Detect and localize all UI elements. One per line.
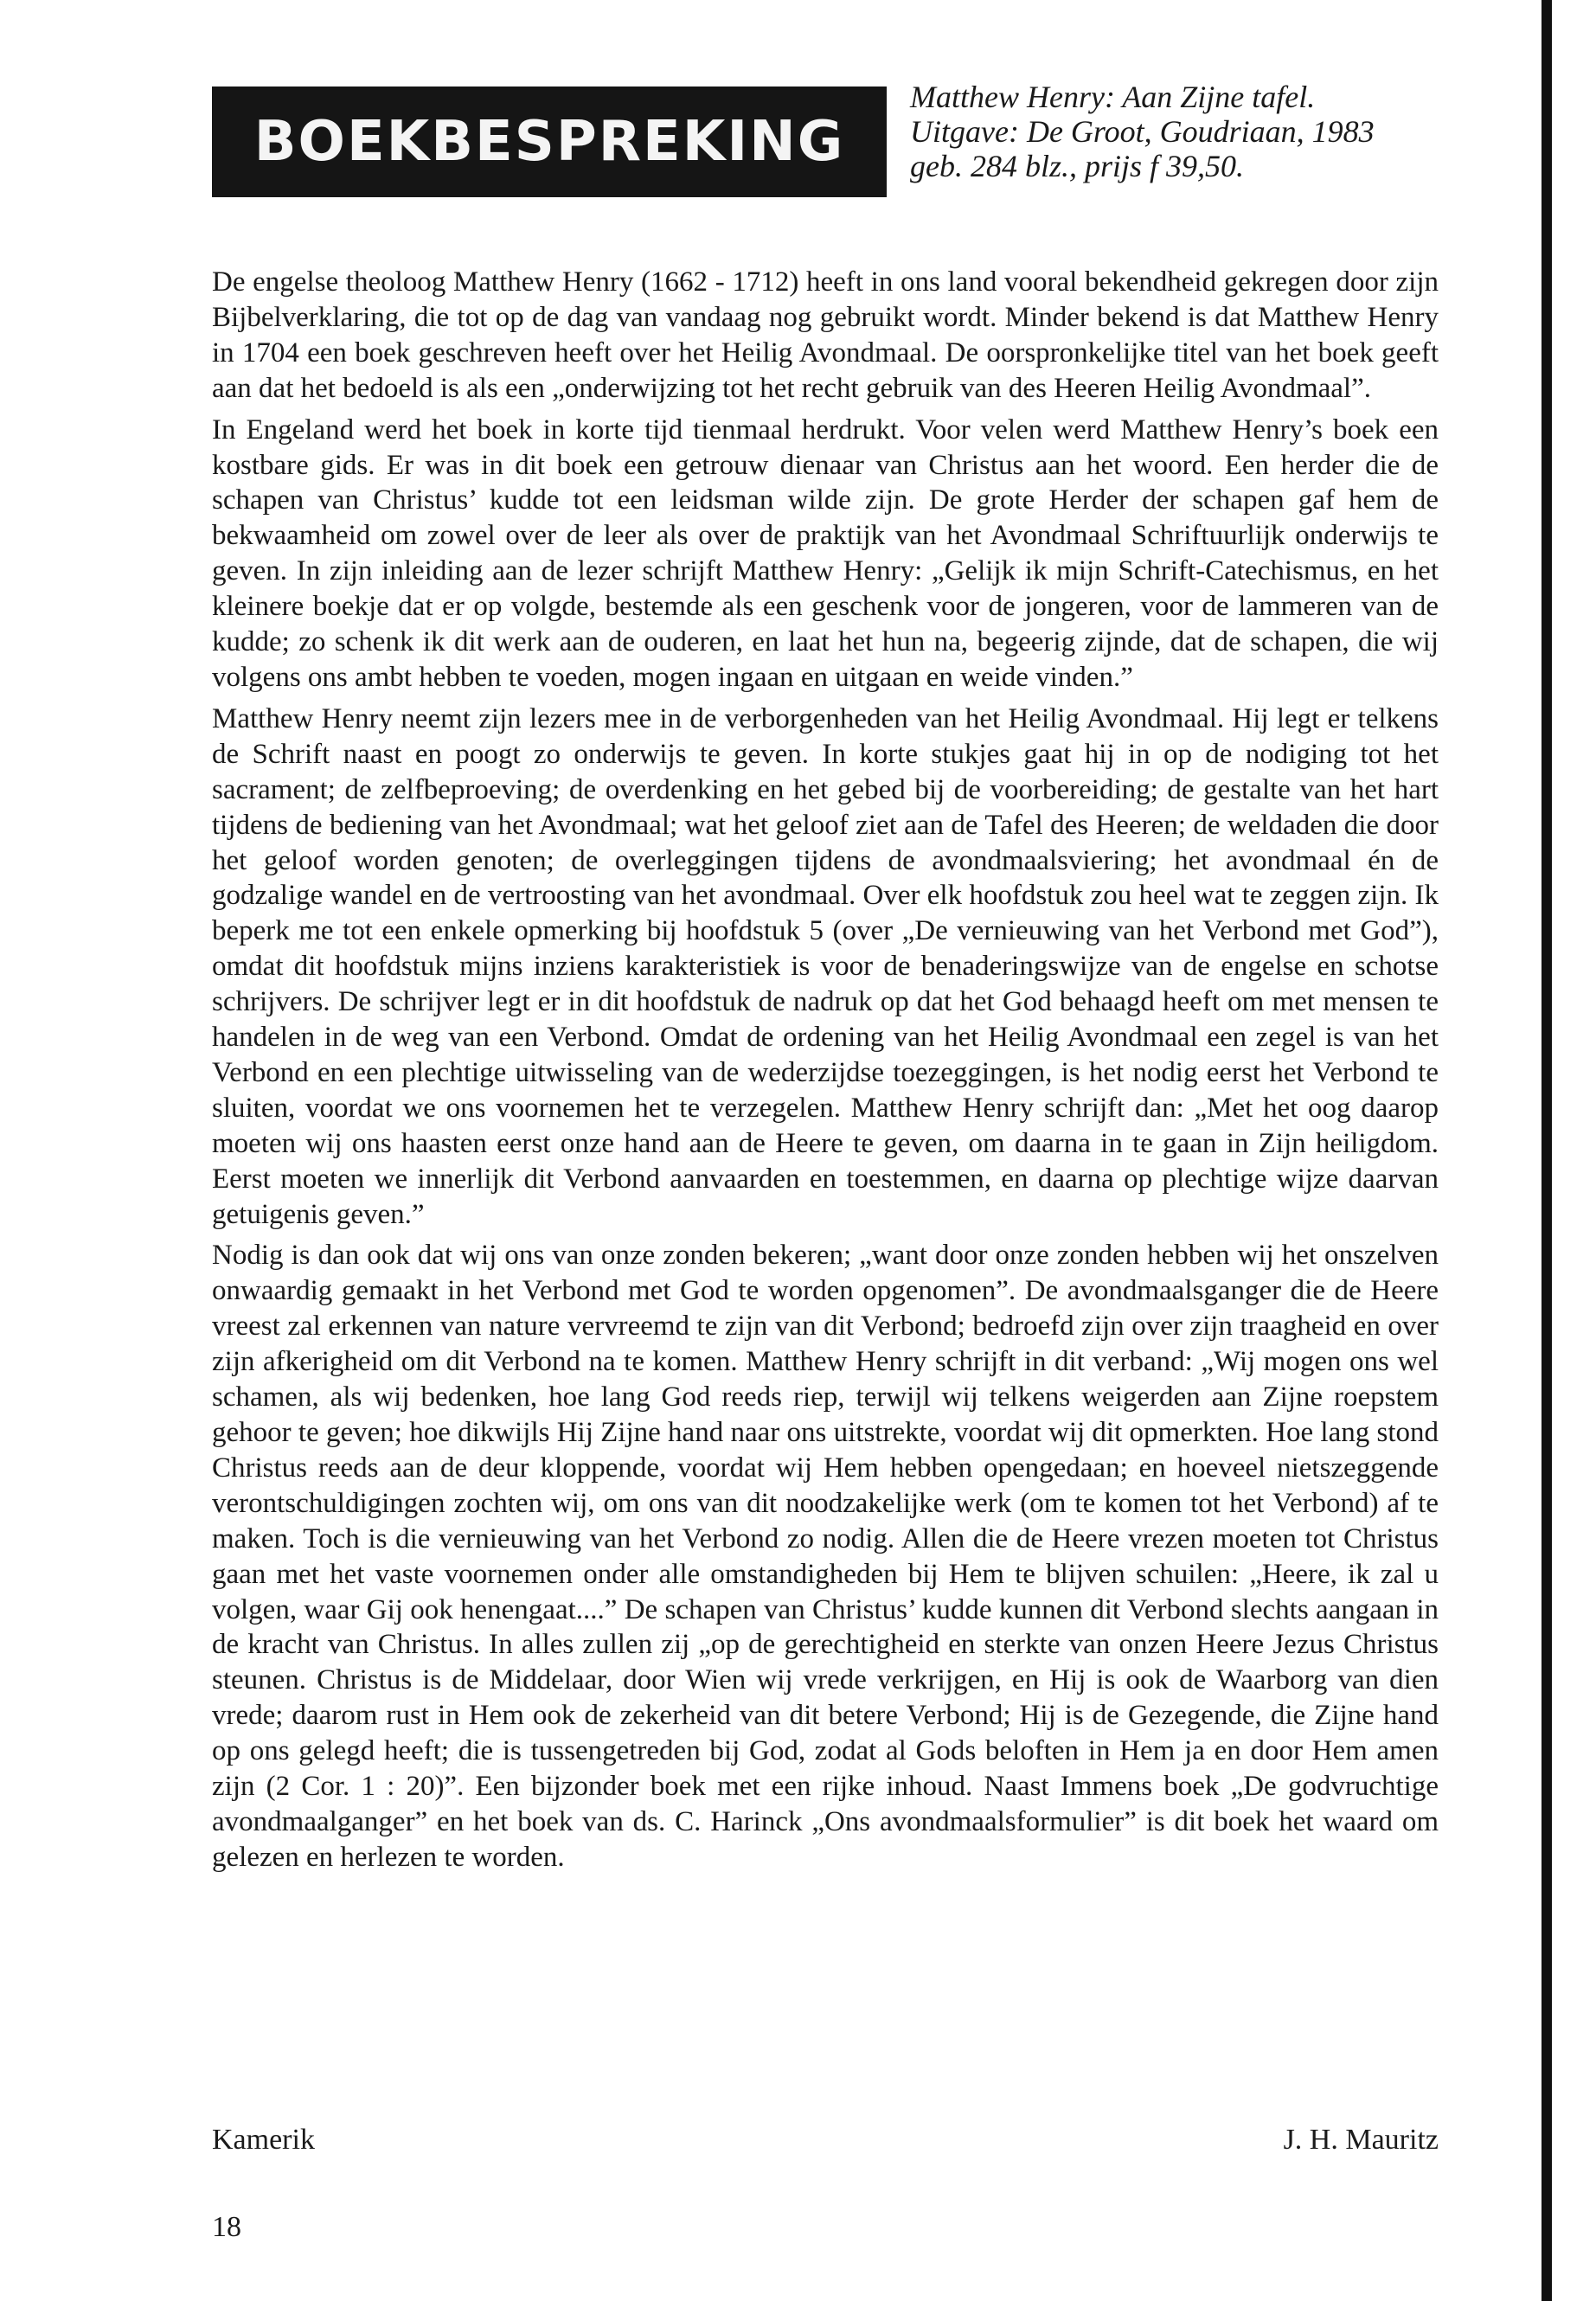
book-publisher: Uitgave: De Groot, Goudriaan, 1983 [910,114,1375,149]
section-banner [212,87,887,197]
review-body [212,265,1439,1881]
paragraph: Matthew Henry neemt zijn lezers mee in de verborgenheden van het Heilig Avondmaal. Hij legt er telkens de Schrift naast en poogt zo onderwijs te geven. In korte stukjes gaat hij in op de nodiging tot het sacrament; de zelfbeproeving; de overdenking en het gebed bij de voorbereiding; de gestalte van het hart tijdens de bediening van het Avondmaal; wat het geloof ziet aan de Tafel des Heeren; de weldaden die door het geloof worden genoten; de overleggingen tijdens de avondmaalsviering; het avondmaal én de godzalige wandel en de vertroosting van het avondmaal. Over elk hoofdstuk zou heel wat te zeggen zijn. Ik beperk me tot een enkele opmerking bij hoofdstuk 5 (over „De vernieuwing van het Verbond met God”), omdat dit hoofdstuk mijns inziens karakteristiek is voor de benaderingswijze van de engelse en schotse schrijvers. De schrijver legt er in dit hoofdstuk de nadruk op dat het God behaagd heeft om met mensen te handelen in de weg van een Verbond. Omdat de ordening van het Heilig Avondmaal een zegel is van het Verbond en een plechtige uitwisseling van de wederzijdse toezeggingen, is het nodig eerst het Verbond te sluiten, voordat we ons voornemen het te verzegelen. Matthew Henry schrijft dan: „Met het oog daarop moeten wij ons haasten eerst onze hand aan de Heere te geven, om daarna in te gaan in Zijn heiligdom. Eerst moeten we innerlijk dit Verbond aanvaarden en toestemmen, en daarna op plechtige wijze daarvan getuigenis geven.” [212,702,1439,1230]
reviewer-place: Kamerik [212,2124,315,2156]
paragraph: De engelse theoloog Matthew Henry (1662 - 1712) heeft in ons land vooral bekendheid gekregen door zijn Bijbelverklaring, die tot op de dag van vandaag nog gebruikt wordt. Minder bekend is dat Matthew Henry in 1704 een boek geschreven heeft over het Heilig Avondmaal. De oorspronkelijke titel van het boek geeft aan dat het bedoeld is als een „onderwijzing tot het recht gebruik van des Heeren Heilig Avondmaal”. [212,266,1439,404]
book-details: geb. 284 blz., prijs f 39,50. [910,149,1245,183]
paragraph: In Engeland werd het boek in korte tijd tienmaal herdrukt. Voor velen werd Matthew Henry’s boek een kostbare gids. Er was in dit boek een getrouw dienaar van Christus aan het woord. Een herder die de schapen van Christus’ kudde tot een leidsman wilde zijn. De grote Herder der schapen gaf hem de bekwaamheid om zowel over de leer als over de praktijk van het Avondmaal Schriftuurlijk onderwijs te geven. In zijn inleiding aan de lezer schrijft Matthew Henry: „Gelijk ik mijn Schrift-Catechismus, en het kleinere boekje dat er op volgde, bestemde als een geschenk voor de jongeren, voor de lammeren van de kudde; zo schenk ik dit werk aan de ouderen, en laat het hun na, begeerig zijnde, dat de schapen, die wij volgens ons ambt hebben te voeden, mogen ingaan en uitgaan en weide vinden.” [212,413,1439,693]
scan-edge-bar [1542,0,1552,2301]
book-title: Matthew Henry: Aan Zijne tafel. [910,80,1316,114]
book-info [910,80,1516,183]
section-label: BOEKBESPREKING [253,110,845,174]
paragraph: Nodig is dan ook dat wij ons van onze zonden bekeren; „want door onze zonden hebben wij het onszelven onwaardig gemaakt in het Verbond met God te worden opgenomen”. De avondmaalsganger die de Heere vreest zal erkennen van nature vervreemd te zijn van dit Verbond; bedroefd zijn over zijn traagheid en over zijn afkerigheid om dit Verbond na te komen. Matthew Henry schrijft in dit verband: „Wij mogen ons wel schamen, als wij bedenken, hoe lang God reeds riep, terwijl wij telkens weigerden aan Zijne roepstem gehoor te geven; hoe dikwijls Hij Zijne hand naar ons uitstrekte, voordat wij dit opmerkten. Hoe lang stond Christus reeds aan de deur kloppende, voordat wij Hem hebben opengedaan; en hoeveel nietszeggende verontschuldigingen zochten wij, om ons van dit noodzakelijke werk (om te komen tot het Verbond) af te maken. Toch is die vernieuwing van het Verbond zo nodig. Allen die de Heere vrezen moeten tot Christus gaan met het vaste voornemen onder alle omstandigheden bij Hem te blijven schuilen: „Heere, ik zal u volgen, waar Gij ook henengaat....” De schapen van Christus’ kudde kunnen dit Verbond slechts aangaan in de kracht van Christus. In alles zullen zij „op de gerechtigheid en sterkte van onzen Heere Jezus Christus steunen. Christus is de Middelaar, door Wien wij vrede verkrijgen, en Hij is ook de Waarborg van dien vrede; daarom rust in Hem ook de zekerheid van dit betere Verbond; Hij is de Gezegende, die Zijne hand op ons gelegd heeft; die is tussengetreden bij God, zodat al Gods beloften in Hem ja en door Hem amen zijn (2 Cor. 1 : 20)”. Een bijzonder boek met een rijke inhoud. Naast Immens boek „De godvruchtige avondmaalganger” en het boek van ds. C. Harinck „Ons avondmaalsformulier” is dit boek het waard om gelezen en herlezen te worden. [212,1240,1439,1873]
reviewer-name: J. H. Mauritz [1283,2124,1439,2156]
page-number: 18 [212,2211,241,2243]
